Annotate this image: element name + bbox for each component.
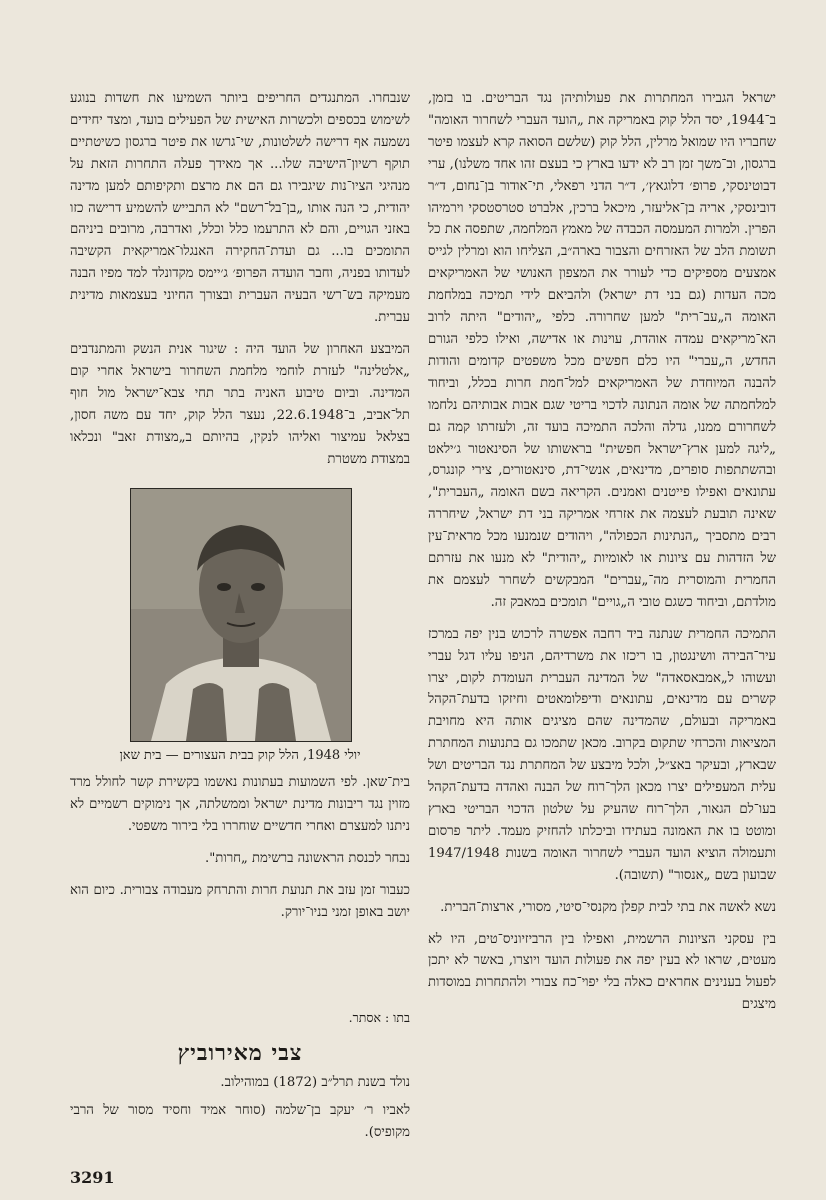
portrait-illustration	[131, 489, 351, 741]
author-line: בתו : אסתר.	[348, 1010, 410, 1025]
page-number: 3291	[70, 1168, 115, 1187]
biography-born: נולד בשנת תרל״ב (1872) במוהילוב.	[220, 1075, 410, 1090]
photo-caption: יולי 1948, הלל קוק בבית העצורים — בית שאן	[119, 748, 361, 763]
left-lower-paragraph-1: בית־שאן. לפי השמועות בעתונות נאשמו בקשירת קשר לחולל מרד מזוין נגד ריבונות מדינת ישראל וממשלתה, אך נימוקים רשמיים לא ניתנו למעצרם ואחרי חדשיים שוחררו בלי בירור משפטי.	[70, 775, 410, 834]
right-paragraph-4: בין עסקני הציונות הרשמית, ואפילו בין הרביזיוניס־טים, היו לא מעטים, שראו לא בעין יפה את פעולות הועד ויוצרו, באשר לא יתכן לפעול בענינים אחראים כאלה בלי יפוי־כח צבורי ולהתחרות במוסדות מיצגים	[428, 931, 776, 1013]
biography-heading: צבי מאירוביץ	[177, 1040, 303, 1066]
right-paragraph-3: נשא לאשה את בתי לבית קפלן מקנסי־סיטי, מסורי, ארצות־הברית.	[440, 899, 776, 915]
biography-text	[70, 1072, 410, 1150]
portrait-photo	[130, 488, 352, 742]
left-paragraph-2: המיבצע האחרון של הועד היה : שיגור אנית הנשק והמתנדבים „אלטלינה" לעזרת לוחמי מלחמת השחרור בישראל אחרי קום המדינה. וביום טיבוע האניה בתר תחי צבא־ישראל מול חוף תל־אביב, ב־22.6.1948, נעצר הלל קוק, יחד עם משה חסון, בצלאל עמיצור ואליהו לנקין, בהיותם ב„מצודת זאב" ונכלאו במצודת משטרת	[70, 341, 410, 467]
left-text-column-lower	[70, 772, 410, 923]
left-lower-paragraph-3: כעבור זמן עזב את תנועת חרות והתרחק מעבודה צבורית. כיום הוא יושב באופן זמני בניו־יורק.	[70, 882, 410, 920]
left-text-column-upper	[70, 88, 410, 470]
biography-parent: לאביו ר׳ יעקב בן־שלמה (סוחר אמיד וחסיד מסור של הרבי מקופיס).	[70, 1102, 410, 1140]
right-paragraph-1: ישראל הגבירו המחתרות את פעולותיהן נגד הבריטים. בו בזמן, ב־1944, יסד הלל קוק באמריקה את „הועד העברי לשחרור האומה" שחבריו היו שמואל מרלין, הלל קוק (שלשם הסואה קרא לעצמו פיטר ברגסון, וב־משך זמן רב לא ידעו בארץ כי בעצם זהו אחד משלנו), ערי דבוטינסקי, פרופ׳ דלוגאץ׳, ד״ר הדני רפאלי, תי־אודור בן־נחום, ד״ר דובינסקי, אריה בן־אליעזר, מיכאל ברכין, אלברט סטרסטסקי וירמיהו הפרין. ולמרות המעמסה הכבדה של מאמץ המלחמה, שתפסה את כל תשומת הלב של האזרחים והצבור בארה״ב, הצליחו הוא ומרלין לגייס אמצעים מספיקים כדי לעורר את המצפון האנושי של האמריקאים מכה העדות (גם בני דת ישראל) ולהביאם לידי תמיכה במלחמת האומה ה„עב־רית" למען שחרורה. כלפי „יהודים" היתה לרוב הא־מריקאים עמדה אוהדת, עוינות או אדישה, ואילו כלפי הגורם החדש, ה„עברי" היו כלם חפשים מכל משפטים קדומים והודות להבנה המיוחדת של האמריקאים למל־חמת חרות בכלל, וביחוד למלחמתה של אומה הנתונה לדכוי בריטי שגם אבות אבותיהם נלחמו לשחרורם ממנו, גדלה והלכה התמיכה בועד זה, ולעזרתו קמה גם „ליגה למען ארץ־ישראל חפשית" בראשותו של הסינאטור ג׳ילאט ובהשתתפות סופרים, מדינאים, אנשי־דת, סינאטורים, צירי קונגרס, עתונאים ואפילו פייטנים ואמנים. הקריאה בשם האומה „העברית", שאינה תובעת לעצמה את אזרחי אמריקה בני דת ישראל, שיחררה רבים מתסביך „הנתינות הכפולה", ויהודים שנמנעו מכל מראית־עין של הזדהות עם ציונות או לאומיות „יהודית" לא מנעו את עזרתם החמרית והמוסרית מה־„עברים" המבקשים לשחרר לעצמם את מולדתם, וביחוד כשגם טובי ה„גויים" תומכים במאבק זה.	[428, 91, 776, 610]
right-paragraph-2: התמיכה החמרית שנתנה ביד רחבה אפשרה לרכוש בנין יפה במרכז עיר־הבירה וושינגטון, בו ריכזו את משרדיהם, הניפו עליו דגל עברי ועשוהו ל„אמבאסאדה" של המדינה העברית העומדת לקום, יצרו קשרים עם מדינאים, עתונאים ודיפלומאטים וחיזקו בדעת־הקהל באמריקה ובעולם, שהמדינה שהם מציגים אותה היא מחויבת המציאות והכרחי שתקום בקרוב. מכאן שתמכו גם בתנועות המחתרת שבארץ, ובעיקר באצ״ל, ולכל מיבצע של המחתרת נגד הבריטים ושל עלית המעפילים יצרו מכאן הלך־רוח של הבנה ואהדה בדעת־הקהל בעו־לם הגאור, הלך־רוח שהעיק על שלטון הדכוי הבריטי בארץ ומוטט בו את האמונה בעתידו וביכלתו להחזיק מעמד. ליתר פרסום ותעמולה הוציא הועד העברי לשחרור האומה בשנות 1947/1948 שבועון בשם „אנסור" (תשובה).	[428, 626, 776, 883]
right-text-column	[428, 88, 776, 1016]
left-paragraph-1: שנבחרו. המתנגדים החריפים ביותר השמיעו את חשדות בנוגע לשימוש בכספים ולכשרות האישית של הפעילים בועד, ומצד יחידים נשמעה אף דרישה לשלטונות, שי־גרשו את פיטר ברגסון כשיטתיים תוקף רשיון־הישיבה שלו... אך מאידך פעלה התחרות הזאת על מנהיגי הציו־נות שיגבירו גם הם את מרצם ותקיפותם למען מדינה יהודית, כי הנה אותו „בן־בל־רשם" לא התבייש להשמיע דרישה כזו באזני הגויים, והם לא התרעמו כלל וכלל, ואדרבה, מרובים ביניהם התומכים בו... גם ועדת־החקירה האנגלו־אמריקאית הקשיבה לעדותו בפניה, וחבר הועדה הפרופ׳ ג׳יימס מקדונלד למד מפיו הבנה מעמיקה בש־רשי הבעיה העברית ובצורך החיוני בעצמאות מדינית עברית.	[70, 91, 410, 326]
left-lower-paragraph-2: נבחר לכנסת הראשונה ברשימת „חרות".	[205, 850, 410, 866]
